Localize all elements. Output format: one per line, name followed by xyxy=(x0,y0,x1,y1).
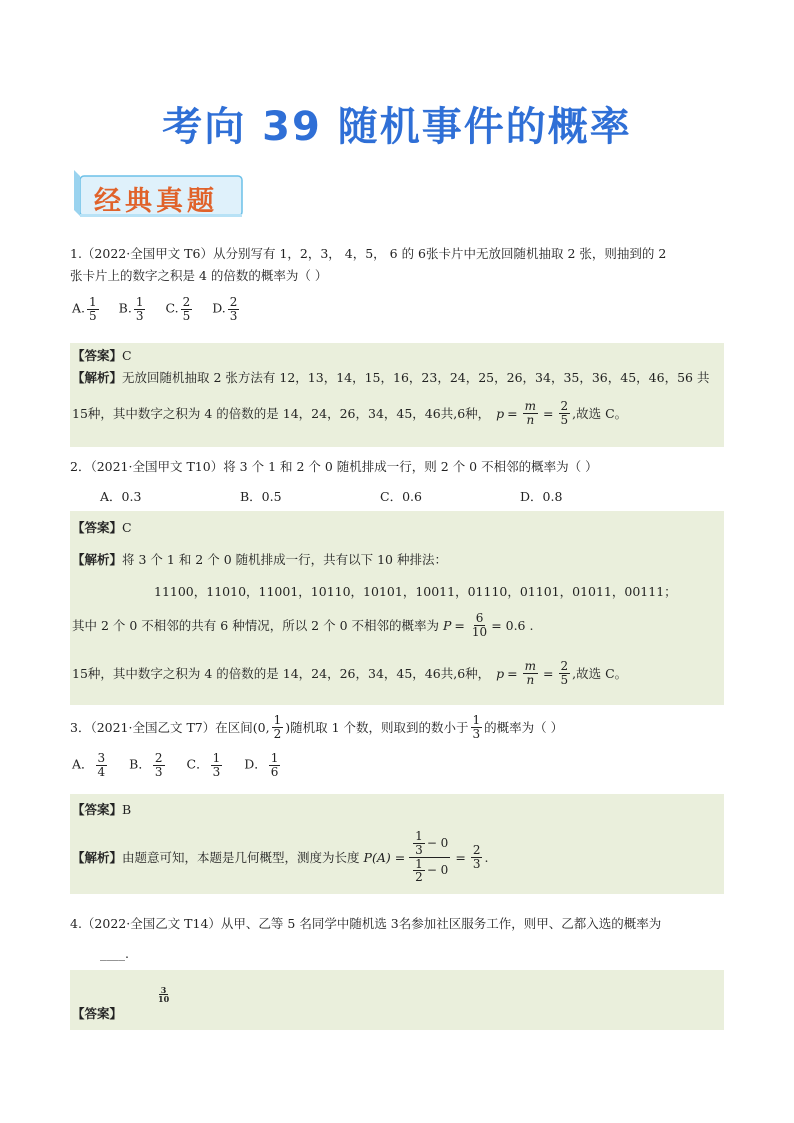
question-1-solution-box xyxy=(70,343,724,447)
option-c: C．0.6 xyxy=(380,489,422,504)
question-2-options xyxy=(100,487,720,505)
option-a: A． $\frac{3}{4}$ xyxy=(72,751,106,779)
option-b: B．0.5 xyxy=(240,489,282,504)
question-1-answer: 【答案】C xyxy=(72,348,132,363)
question-2-analysis-line2: 11100，11010，11001，10110，10101，10011，01110，01101，01011，00111； xyxy=(154,584,677,599)
badge-label: 经典真题 xyxy=(94,186,218,217)
option-b: B． $\frac{2}{3}$ xyxy=(129,751,163,779)
question-1-stem-line1: 1.（2022·全国甲文 T6）从分别写有 1，2，3， 4，5， 6 的 6张卡片中无放回随机抽取 2 张，则抽到的 2 xyxy=(70,246,667,261)
option-a: A．0.3 xyxy=(100,489,142,504)
option-d: D． $\frac{1}{6}$ xyxy=(244,751,279,779)
question-2-analysis-line4: 15种，其中数字之积为 4 的倍数的是 14，24，26，34，45，46共,6种， p = $\frac{m}{n}$ = $\frac{2}{5}$ ,故选 C。 xyxy=(72,659,628,687)
question-3-analysis: 【解析】 由题意可知，本题是几何概型，测度为长度 P(A) = $\frac{1}{3}$ − 0 $\frac{1}{2}$ − 0 = $\frac{2}{3}$ . xyxy=(72,829,489,885)
question-4-answer-value: $\frac{3}{10}$ xyxy=(158,985,170,1005)
question-3-options xyxy=(72,752,282,778)
question-4-stem-line1: 4.（2022·全国乙文 T14）从甲、乙等 5 名同学中随机选 3名参加社区服务工作，则甲、乙都入选的概率为 xyxy=(70,916,662,931)
option-c: C. $\frac{2}{5}$ xyxy=(165,295,191,323)
question-2-stem: 2．（2021·全国甲文 T10）将 3 个 1 和 2 个 0 随机排成一行，则 2 个 0 不相邻的概率为（ ） xyxy=(70,459,598,474)
option-b: B. $\frac{1}{3}$ xyxy=(118,295,144,323)
question-4-answer-label: 【答案】 xyxy=(72,1006,123,1021)
question-1-analysis-line1: 【解析】无放回随机抽取 2 张方法有 12，13，14，15，16，23，24，25，26，34，35，36，45，46，56 共 xyxy=(72,370,710,385)
question-1-options xyxy=(72,296,241,322)
page-title: 考向 39 随机事件的概率 xyxy=(162,104,632,150)
question-2-analysis-line3: 其中 2 个 0 不相邻的共有 6 种情况，所以 2 个 0 不相邻的概率为 P = $\frac{6}{10}$ = 0.6 . xyxy=(72,611,534,639)
question-3-answer: 【答案】B xyxy=(72,802,132,817)
option-d: D．0.8 xyxy=(520,489,563,504)
option-a: A. $\frac{1}{5}$ xyxy=(72,295,97,323)
section-badge xyxy=(72,170,250,222)
question-3-stem: 3．（2021·全国乙文 T7）在区间 (0, $\frac{1}{2}$ ) 随机取 1 个数，则取到的数小于 $\frac{1}{3}$ 的概率为（ ） xyxy=(70,713,564,741)
question-2-analysis-line1: 【解析】将 3 个 1 和 2 个 0 随机排成一行，共有以下 10 种排法： xyxy=(72,552,447,567)
question-1-stem-line2: 张卡片上的数字之积是 4 的倍数的概率为（ ） xyxy=(70,268,328,283)
question-1-analysis-line2: 15种，其中数字之积为 4 的倍数的是 14，24，26，34，45，46共,6种， p = $\frac{m}{n}$ = $\frac{2}{5}$ ,故选 C。 xyxy=(72,399,628,427)
option-c: C． $\frac{1}{3}$ xyxy=(186,751,221,779)
question-4-blank: ____. xyxy=(100,946,129,961)
option-d: D. $\frac{2}{3}$ xyxy=(212,295,238,323)
question-2-answer: 【答案】C xyxy=(72,520,132,535)
